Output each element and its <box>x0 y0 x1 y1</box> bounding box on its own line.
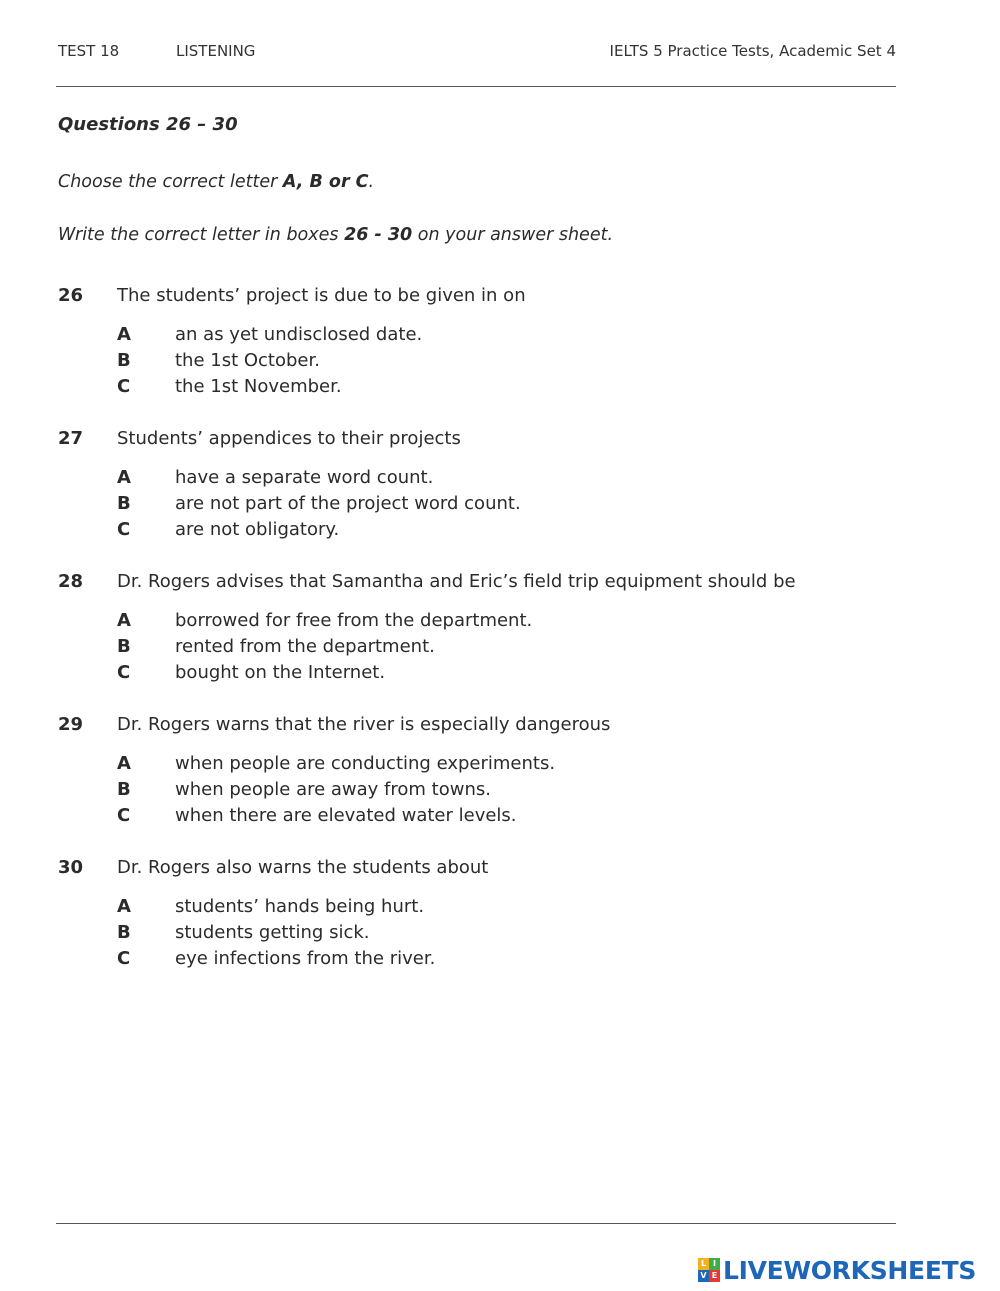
option-letter: B <box>117 493 131 514</box>
option-text: students’ hands being hurt. <box>175 896 425 917</box>
question-text: Students’ appendices to their projects <box>117 428 461 449</box>
questions-title: Questions 26 – 30 <box>58 114 238 135</box>
liveworksheets-logo-icon: L I V E <box>698 1258 720 1282</box>
option-letter: A <box>117 753 131 774</box>
question-number: 28 <box>58 571 84 592</box>
header-section-label: LISTENING <box>176 42 256 60</box>
question-28 <box>58 571 898 683</box>
question-number: 30 <box>58 857 84 878</box>
option-text: students getting sick. <box>175 922 370 943</box>
option-letter: A <box>117 610 131 631</box>
option-text: the 1st November. <box>175 376 342 397</box>
option-letter: B <box>117 636 131 657</box>
option-text: eye infections from the river. <box>175 948 436 969</box>
option-letter: C <box>117 805 131 826</box>
question-30 <box>58 857 898 969</box>
option-letter: A <box>117 467 131 488</box>
question-text: Dr. Rogers also warns the students about <box>117 857 489 878</box>
question-number: 27 <box>58 428 84 449</box>
option-text: the 1st October. <box>175 350 320 371</box>
option-text: when there are elevated water levels. <box>175 805 517 826</box>
header-test-label: TEST 18 <box>58 42 120 60</box>
option-text: an as yet undisclosed date. <box>175 324 423 345</box>
option-letter: B <box>117 779 131 800</box>
option-text: when people are conducting experiments. <box>175 753 556 774</box>
option-letter: A <box>117 324 131 345</box>
question-number: 26 <box>58 285 84 306</box>
option-letter: B <box>117 350 131 371</box>
instruction-answer-sheet: Write the correct letter in boxes 26 - 30 on your answer sheet. <box>58 225 614 245</box>
liveworksheets-logo[interactable] <box>698 1255 976 1285</box>
option-letter: C <box>117 519 131 540</box>
header-divider <box>56 86 896 87</box>
footer-divider <box>56 1223 896 1224</box>
header-book-title: IELTS 5 Practice Tests, Academic Set 4 <box>609 42 896 60</box>
option-text: have a separate word count. <box>175 467 434 488</box>
question-text: Dr. Rogers advises that Samantha and Eric’s field trip equipment should be <box>117 571 796 592</box>
question-number: 29 <box>58 714 84 735</box>
question-26 <box>58 285 898 397</box>
option-text: bought on the Internet. <box>175 662 386 683</box>
option-text: rented from the department. <box>175 636 435 657</box>
liveworksheets-logo-text: LIVEWORKSHEETS <box>723 1255 977 1285</box>
instruction-choose-letter: Choose the correct letter A, B or C. <box>58 172 375 192</box>
option-text: are not obligatory. <box>175 519 340 540</box>
question-text: The students’ project is due to be given in on <box>117 285 526 306</box>
option-letter: C <box>117 662 131 683</box>
option-letter: A <box>117 896 131 917</box>
option-letter: C <box>117 376 131 397</box>
option-letter: C <box>117 948 131 969</box>
page-header <box>58 42 896 64</box>
option-text: borrowed for free from the department. <box>175 610 533 631</box>
question-27 <box>58 428 898 540</box>
question-29 <box>58 714 898 826</box>
question-text: Dr. Rogers warns that the river is especially dangerous <box>117 714 611 735</box>
option-text: are not part of the project word count. <box>175 493 521 514</box>
option-text: when people are away from towns. <box>175 779 491 800</box>
option-letter: B <box>117 922 131 943</box>
